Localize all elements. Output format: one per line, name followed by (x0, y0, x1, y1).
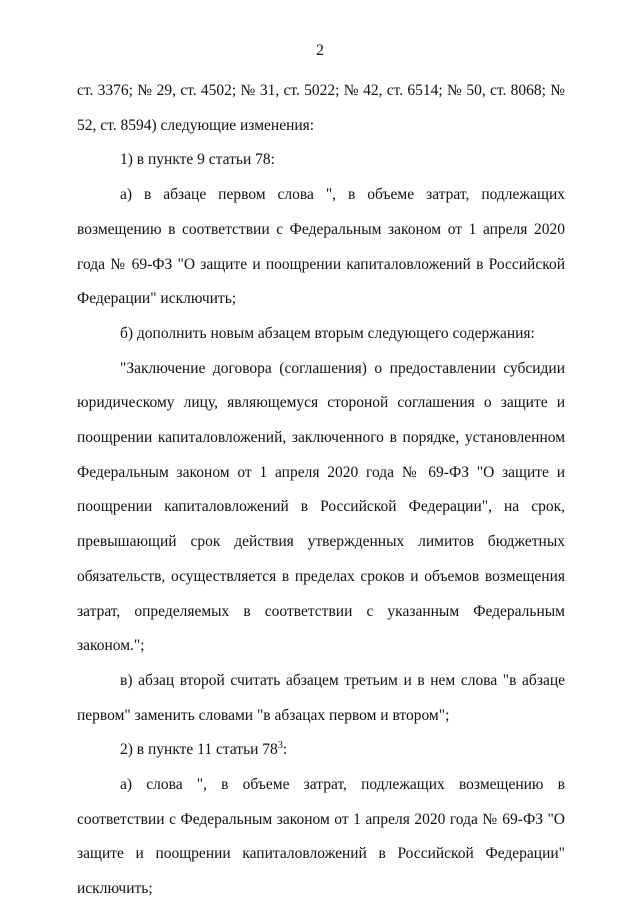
paragraph-subitem-a: а) в абзаце первом слова ", в объеме затрат, подлежащих возмещению в соответствии с Федеральным законом от 1 апреля 2020 года № 69-ФЗ "О защите и поощрении капиталовложений в Российской Федерации" исключить; (77, 186, 565, 308)
paragraph-subitem-b: б) дополнить новым абзацем вторым следующего содержания: (120, 324, 535, 342)
page-number: 2 (316, 42, 324, 59)
item-2-text: 2) в пункте 11 статьи 78 (120, 741, 278, 759)
paragraph-subitem-v: в) абзац второй считать абзацем третьим и в нем слова "в абзаце первом" заменить словами "в абзацах первом и втором"; (77, 671, 565, 724)
paragraph-item-2 (77, 733, 565, 768)
paragraph-item-1: 1) в пункте 9 статьи 78: (120, 151, 275, 169)
paragraph-continuation: ст. 3376; № 29, ст. 4502; № 31, ст. 5022; № 42, ст. 6514; № 50, ст. 8068; № 52, ст. 8594) следующие изменения: (77, 82, 565, 134)
paragraph-item-2-subitem-a: а) слова ", в объеме затрат, подлежащих возмещению в соответствии с Федеральным законом от 1 апреля 2020 года № 69-ФЗ "О защите и поощрении капиталовложений в Российской Федерации" исключить; (77, 776, 565, 898)
document-body (77, 74, 565, 907)
item-2-colon: : (282, 741, 288, 759)
item-2-superscript: 3 (277, 740, 283, 752)
paragraph-quoted-text: "Заключение договора (соглашения) о предоставлении субсидии юридическому лицу, являющемуся стороной соглашения о защите и поощрении капиталовложений, заключенного в порядке, установленном Федеральным законом от 1 апреля 2020 года № 69-ФЗ "О защите и поощрении капиталовложений в Российской Федерации", на срок, превышающий срок действия утвержденных лимитов бюджетных обязательств, осуществляется в пределах сроков и объемов возмещения затрат, определяемых в соответствии с указанным Федеральным законом."; (77, 359, 565, 655)
